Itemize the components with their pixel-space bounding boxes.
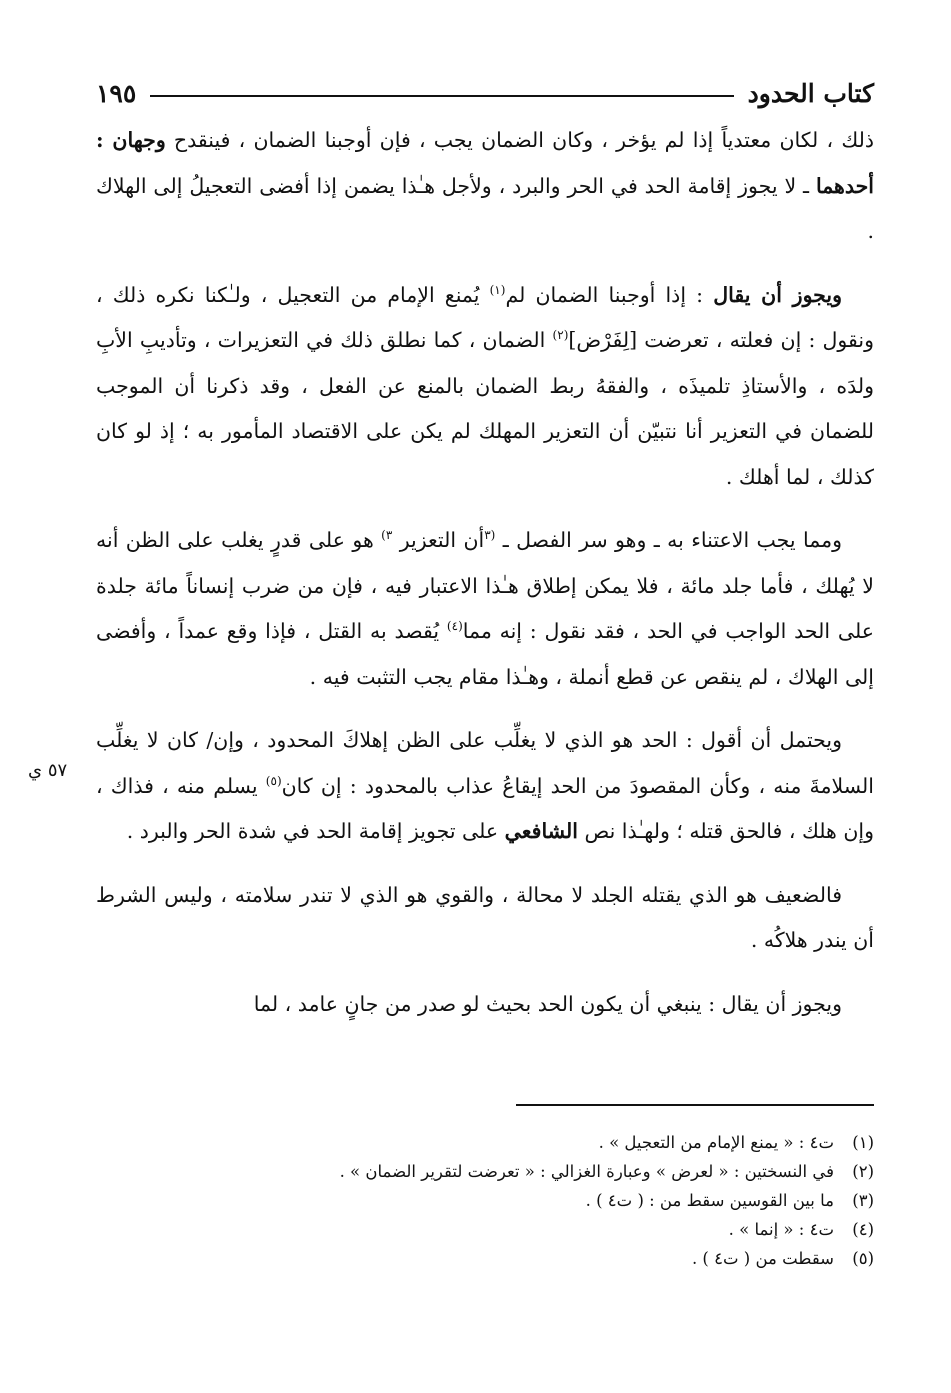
paragraph	[96, 873, 874, 964]
text-run: هو على قدرٍ يغلب على الظن أنه لا يُهلك ، فأما جلد مائة ، فلا يمكن إطلاق هـٰذا الاعتبار فيه ، فإن من ضرب إنساناً مائة جلدة على الحد الواجب في الحد ، فقد نقول : إنه مما	[96, 528, 874, 643]
body-text	[96, 118, 874, 1027]
text-run: يسلم منه ، فذاك ، وإن هلك ، فالحق قتله ؛ ولهـٰذا نص	[96, 773, 874, 843]
header-title: كتاب الحدود	[747, 78, 874, 108]
text-run: : إذا أوجبنا الضمان لم	[505, 282, 714, 307]
text-run: يُقصد به القتل ، فإذا وقع عمداً ، وأفضى إلى الهلاك ، لم ينقص عن قطع أنملة ، وهـٰذا مقام يجب التثبت فيه .	[96, 619, 874, 689]
paragraph	[96, 518, 874, 700]
bold-term: ويجوز أن يقال	[713, 282, 843, 307]
paragraph	[96, 118, 874, 255]
footnotes	[96, 1128, 874, 1273]
running-header	[96, 70, 874, 116]
footnote-ref: (١)	[489, 282, 506, 297]
footnote	[96, 1128, 874, 1157]
footnote-text: ت٤ : « إنما » .	[728, 1220, 834, 1239]
text-run: فالضعيف هو الذي يقتله الجلد لا محالة ، والقوي هو الذي لا تندر سلامته ، وليس الشرط أن يندر هلاكُه .	[96, 882, 874, 952]
footnote-number: (٢)	[852, 1162, 874, 1181]
footnote-number: (٤)	[852, 1220, 874, 1239]
bold-term: وجهان : أحدهما	[96, 128, 874, 198]
text-run: يُمنع الإمام من التعجيل ، ولـٰكنا نكره ذلك ، ونقول : إن فعلته ، تعرضت [لِفَرْض]	[96, 282, 874, 352]
footnote	[96, 1157, 874, 1186]
paragraph	[96, 982, 874, 1028]
footnote-ref: ٣)	[381, 528, 393, 543]
book-page	[96, 70, 874, 1268]
text-run: أن التعزير	[392, 528, 485, 552]
footnote-number: (٥)	[852, 1249, 874, 1268]
footnote	[96, 1215, 874, 1244]
text-run: ـ لا يجوز إقامة الحد في الحر والبرد ، ولأجل هـٰذا يضمن إذا أفضى التعجيلُ إلى الهلاك .	[96, 173, 874, 243]
footnote-ref: (٤)	[446, 619, 463, 634]
text-run: على تجويز إقامة الحد في شدة الحر والبرد .	[126, 819, 505, 843]
page-number: ١٩٥	[96, 78, 137, 108]
footnote-text: سقطت من ( ت٤ ) .	[691, 1249, 834, 1268]
text-run: ومما يجب الاعتناء به ـ وهو سر الفصل ـ	[495, 528, 842, 552]
footnote	[96, 1186, 874, 1215]
header-rule	[150, 95, 733, 97]
footnote-text: ما بين القوسين سقط من : ( ت٤ ) .	[585, 1191, 834, 1210]
footnote	[96, 1244, 874, 1273]
footnote-number: (١)	[852, 1133, 874, 1152]
paragraph	[96, 273, 874, 501]
footnote-text: ت٤ : « يمنع الإمام من التعجيل » .	[598, 1133, 834, 1152]
bold-term: الشافعي	[504, 819, 578, 843]
footnote-ref: (٢)	[552, 328, 569, 343]
text-run: ذلك ، لكان معتدياً إذا لم يؤخر ، وكان الضمان يجب ، فإن أوجبنا الضمان ، فينقدح	[165, 128, 874, 152]
text-run: الضمان ، كما نطلق ذلك في التعزيرات ، وتأديبِ الأبِ ولدَه ، والأستاذِ تلميذَه ، والفقهُ ربط الضمان بالمنع عن الفعل ، وقد ذكرنا أن الموجب للضمان في التعزير أنا نتبيّن أن التعزير المهلك لم يكن على الاقتصاد المأمور به ؛ إذ لو كان كذلك ، لما أهلك .	[96, 328, 874, 489]
manuscript-folio-note: ٥٧ ي	[28, 760, 68, 781]
footnote-number: (٣)	[852, 1191, 874, 1210]
footnote-ref: (٣	[484, 528, 496, 543]
text-run: ويحتمل أن أقول : الحد هو الذي لا يغلِّب على الظن إهلاكَ المحدود ، وإن/ كان لا يغلِّب السلامةَ منه ، وكأن المقصودَ من الحد إيقاعُ عذاب بالمحدود : إن كان	[96, 728, 874, 798]
paragraph	[96, 718, 874, 855]
footnote-text: في النسختين : « لعرض » وعبارة الغزالي : « تعرضت لتقرير الضمان » .	[339, 1162, 834, 1181]
footnote-ref: (٥)	[265, 773, 282, 788]
text-run: ويجوز أن يقال : ينبغي أن يكون الحد بحيث لو صدر من جانٍ عامد ، لما	[253, 991, 842, 1016]
footnote-separator	[516, 1104, 874, 1106]
